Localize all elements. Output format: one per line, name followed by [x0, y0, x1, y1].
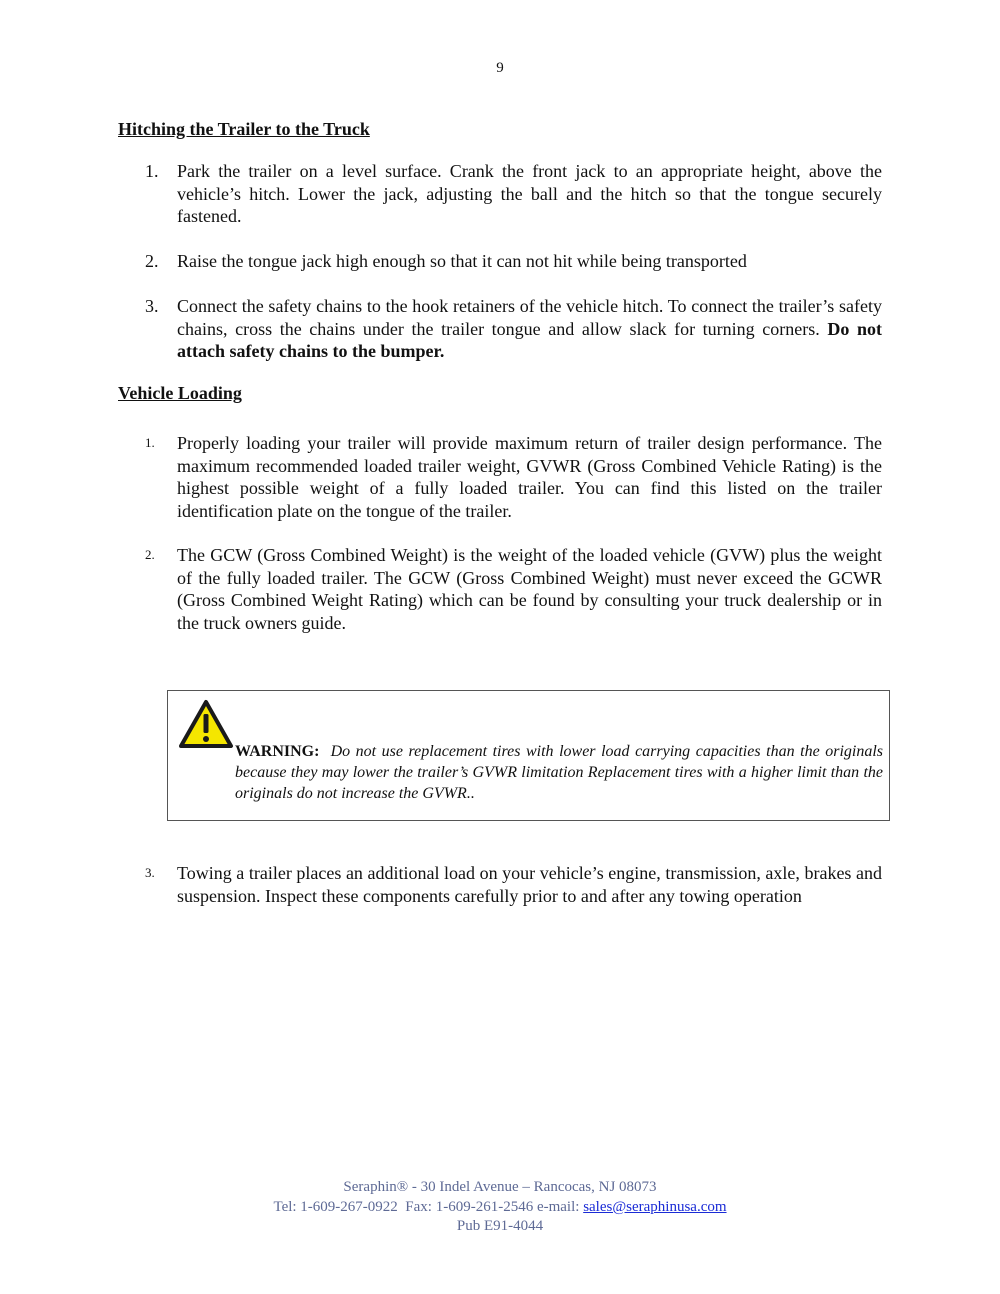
- footer-phone-fax: Tel: 1-609-267-0922 Fax: 1-609-261-2546 e-mail:: [273, 1198, 584, 1215]
- list-text-emphasis: Do not attach safety chains to the bumper.: [177, 318, 882, 362]
- list-number: 3.: [145, 296, 159, 316]
- warning-exclamation-bar: [204, 714, 209, 733]
- list-item: [145, 544, 882, 635]
- list-text: Park the trailer on a level surface. Crank the front jack to an appropriate height, above the vehicle’s hitch. Lower the jack, adjusting the ball and the hitch so that the tongue securely fastened.: [177, 161, 882, 227]
- section-heading-vehicle-loading: Vehicle Loading: [118, 383, 242, 403]
- list-number: 1.: [145, 161, 159, 181]
- footer-address: Seraphin® - 30 Indel Avenue – Rancocas, NJ 08073: [343, 1179, 657, 1195]
- list-item: [145, 295, 882, 363]
- list-item: [145, 160, 882, 228]
- footer-contact: [0, 1198, 1000, 1218]
- footer-publication: Pub E91-4044: [456, 1218, 544, 1234]
- list-text: Raise the tongue jack high enough so that it can not hit while being transported: [177, 251, 747, 271]
- list-item: [145, 862, 882, 907]
- list-text: The GCW (Gross Combined Weight) is the weight of the loaded vehicle (GVW) plus the weight of the fully loaded trailer. The GCW (Gross Combined Weight) must never exceed the GCWR (Gross Combined Weight Rating) which can be found by consulting your truck dealership or in the truck owners guide.: [177, 545, 882, 634]
- warning-exclamation-dot: [203, 736, 209, 742]
- warning-text: [235, 741, 883, 804]
- footer: [0, 1178, 1000, 1237]
- list-text-body: Connect the safety chains to the hook retainers of the vehicle hitch. To connect the trailer’s safety chains, cross the chains under the trailer tongue and allow slack for turning corners.: [177, 296, 882, 339]
- section-heading-hitching: Hitching the Trailer to the Truck: [118, 119, 370, 139]
- warning-label: WARNING:: [235, 743, 320, 760]
- footer-email-link[interactable]: sales@seraphinusa.com: [583, 1198, 727, 1215]
- list-number: 3.: [145, 865, 155, 880]
- warning-triangle-icon: [178, 699, 234, 749]
- list-number: 1.: [145, 435, 155, 450]
- list-number: 2.: [145, 547, 155, 562]
- list-text: [177, 295, 882, 363]
- list-text: Towing a trailer places an additional load on your vehicle’s engine, transmission, axle, brakes and suspension. Inspect these components carefully prior to and after any towing operation: [177, 863, 882, 906]
- list-number: 2.: [145, 251, 159, 271]
- page-number: 9: [496, 60, 504, 76]
- warning-body: Do not use replacement tires with lower load carrying capacities than the originals because they may lower the trailer’s GVWR limitation Replacement tires with a higher limit than the originals do not increase the GVWR..: [235, 743, 884, 802]
- list-item: [145, 432, 882, 523]
- list-item: [145, 250, 882, 273]
- list-text: Properly loading your trailer will provide maximum return of trailer design performance. The maximum recommended loaded trailer weight, GVWR (Gross Combined Vehicle Rating) is the highest possible weight of a fully loaded trailer. You can find this listed on the trailer identification plate on the tongue of the trailer.: [177, 433, 882, 522]
- warning-box: [167, 690, 890, 821]
